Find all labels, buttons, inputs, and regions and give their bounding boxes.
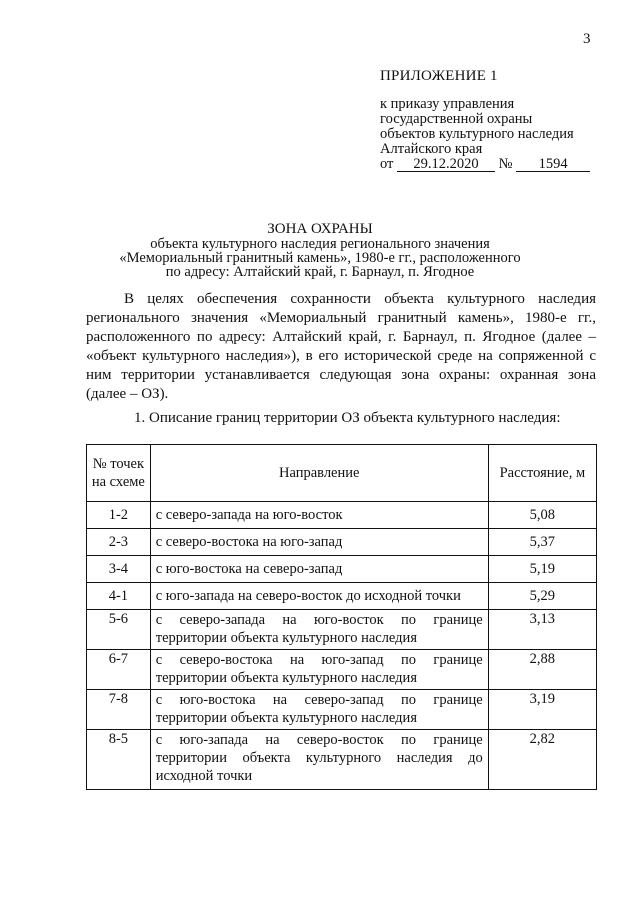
- cell-distance: 5,29: [488, 583, 596, 610]
- cell-points: 1-2: [87, 502, 151, 529]
- order-date: 29.12.2020: [397, 157, 495, 172]
- cell-points: 2-3: [87, 529, 151, 556]
- page-number: 3: [583, 31, 591, 47]
- document-heading: [0, 222, 640, 279]
- cell-points: 5-6: [87, 610, 151, 650]
- cell-direction: с северо-востока на юго-запад: [150, 529, 488, 556]
- appendix-line: Алтайского края: [380, 141, 483, 157]
- header-points: № точек на схеме: [87, 445, 151, 502]
- table-row: [87, 556, 597, 583]
- cell-direction: с северо-запада на юго-восток по границе территории объекта культурного наследия: [150, 610, 488, 650]
- cell-distance: 2,82: [488, 730, 596, 790]
- table-row: [87, 730, 597, 790]
- boundaries-table: [86, 444, 597, 790]
- cell-points: 7-8: [87, 690, 151, 730]
- section-title: 1. Описание границ территории ОЗ объекта культурного наследия:: [134, 410, 561, 426]
- cell-points: 8-5: [87, 730, 151, 790]
- header-distance: Расстояние, м: [488, 445, 596, 502]
- heading-title: ЗОНА ОХРАНЫ: [267, 221, 373, 237]
- cell-distance: 3,19: [488, 690, 596, 730]
- cell-direction: с юго-запада на северо-восток до исходной точки: [150, 583, 488, 610]
- table-row: [87, 610, 597, 650]
- header-direction: Направление: [150, 445, 488, 502]
- cell-direction: с юго-запада на северо-восток по границе территории объекта культурного наследия до исходной точки: [150, 730, 488, 790]
- table-row: [87, 690, 597, 730]
- appendix-line: к приказу управления: [380, 96, 515, 112]
- table-row: [87, 583, 597, 610]
- table-row: [87, 502, 597, 529]
- cell-points: 3-4: [87, 556, 151, 583]
- heading-line: «Мемориальный гранитный камень», 1980-е гг., расположенного: [119, 250, 521, 266]
- cell-distance: 5,37: [488, 529, 596, 556]
- date-prefix: от: [380, 156, 394, 172]
- appendix-block: [380, 69, 590, 172]
- cell-distance: 3,13: [488, 610, 596, 650]
- cell-direction: с юго-востока на северо-запад по границе территории объекта культурного наследия: [150, 690, 488, 730]
- cell-direction: с северо-запада на юго-восток: [150, 502, 488, 529]
- table-row: [87, 650, 597, 690]
- cell-points: 6-7: [87, 650, 151, 690]
- order-number: 1594: [516, 157, 590, 172]
- table-row: [87, 529, 597, 556]
- appendix-line: объектов культурного наследия: [380, 126, 574, 142]
- cell-direction: с северо-востока на юго-запад по границе территории объекта культурного наследия: [150, 650, 488, 690]
- cell-distance: 2,88: [488, 650, 596, 690]
- cell-distance: 5,08: [488, 502, 596, 529]
- cell-direction: с юго-востока на северо-запад: [150, 556, 488, 583]
- appendix-date-line: [380, 157, 590, 172]
- number-sign: №: [498, 156, 513, 172]
- cell-points: 4-1: [87, 583, 151, 610]
- heading-line: по адресу: Алтайский край, г. Барнаул, п. Ягодное: [165, 264, 475, 280]
- appendix-line: государственной охраны: [380, 111, 533, 127]
- table-header-row: [87, 445, 597, 502]
- intro-paragraph: В целях обеспечения сохранности объекта культурного наследия регионального значения «Мемориальный гранитный камень», 1980-е гг., расположенного по адресу: Алтайский край, г. Барнаул, п. Ягодное (далее – «объект культурного наследия»), в его исторической среде на сопряженной с ним территории устанавливается следующая зона охраны: охранная зона (далее – ОЗ).: [86, 291, 596, 402]
- heading-line: объекта культурного наследия регионального значения: [150, 236, 490, 252]
- appendix-title: ПРИЛОЖЕНИЕ 1: [380, 68, 498, 84]
- cell-distance: 5,19: [488, 556, 596, 583]
